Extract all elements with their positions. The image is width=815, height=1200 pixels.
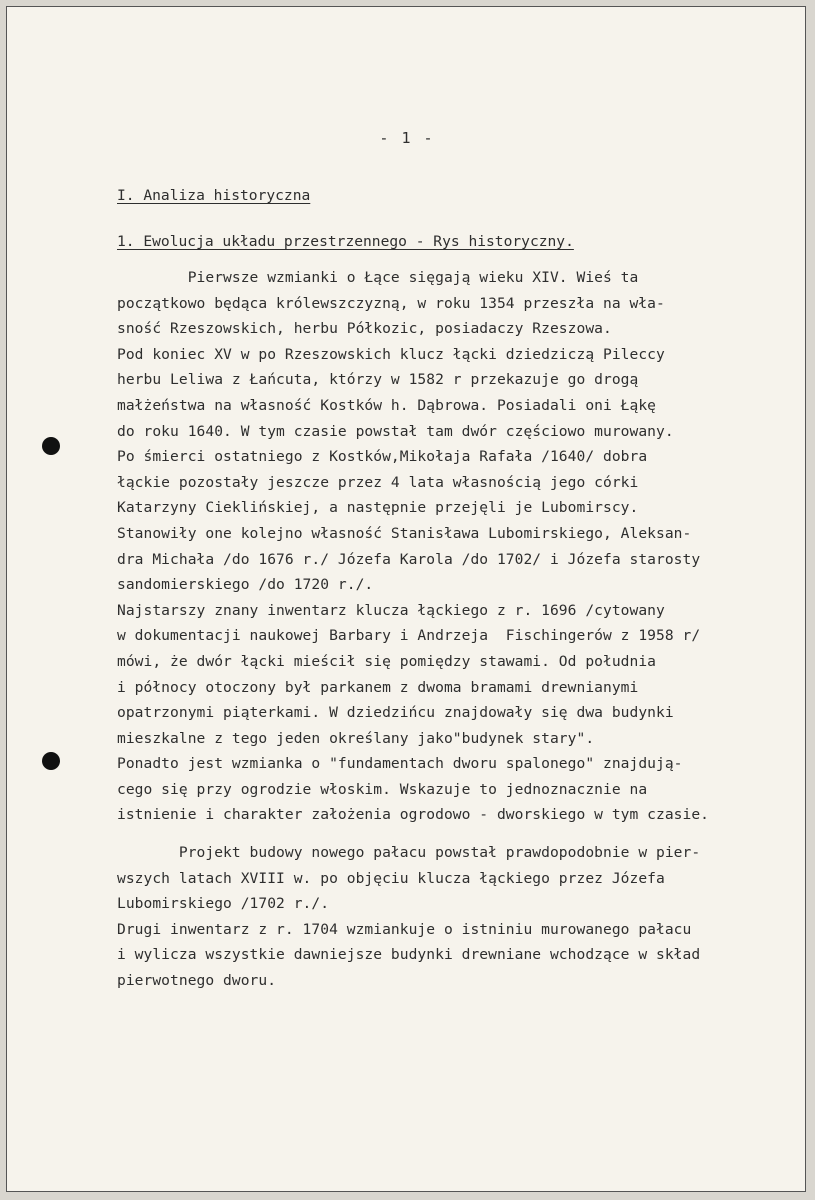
text-line: istnienie i charakter założenia ogrodowo - dworskiego w tym czasie. [117,806,710,824]
text-line: opatrzonymi piąterkami. W dziedzińcu znajdowały się dwa budynki [117,704,674,722]
punch-hole [42,437,60,455]
punch-hole [42,752,60,770]
text-line: cego się przy ogrodzie włoskim. Wskazuje to jednoznacznie na [117,780,648,798]
text-line: Po śmierci ostatniego z Kostków,Mikołaja Rafała /1640/ dobra [117,448,648,466]
text-line: pierwotnego dworu. [117,972,277,990]
text-line: Lubomirskiego /1702 r./. [117,895,330,913]
text-line: dra Michała /do 1676 r./ Józefa Karola /do 1702/ i Józefa starosty [117,550,701,568]
text-line: łąckie pozostały jeszcze przez 4 lata własnością jego córki [117,473,639,491]
text-line: Stanowiły one kolejno własność Stanisława Lubomirskiego, Aleksan- [117,524,692,542]
text-line: Projekt budowy nowego pałacu powstał prawdopodobnie w pier- [117,844,701,862]
text-line: sandomierskiego /do 1720 r./. [117,576,374,594]
text-line: Pod koniec XV w po Rzeszowskich klucz łącki dziedziczą Pileccy [117,345,665,363]
paragraph-gap [117,828,812,840]
text-line: sność Rzeszowskich, herbu Półkozic, posiadaczy Rzeszowa. [117,320,612,338]
document-page [6,6,806,1192]
text-line: w dokumentacji naukowej Barbary i Andrzeja Fischingerów z 1958 r/ [117,627,701,645]
text-line: Drugi inwentarz z r. 1704 wzmiankuje o istniniu murowanego pałacu [117,920,692,938]
text-line: mówi, że dwór łącki mieścił się pomiędzy stawami. Od południa [117,652,657,670]
text-line: i północy otoczony był parkanem z dwoma bramami drewnianymi [117,678,639,696]
text-line: mieszkalne z tego jeden określany jako"budynek stary". [117,729,595,747]
text-line: do roku 1640. W tym czasie powstał tam dwór częściowo murowany. [117,422,674,440]
page-number: - 1 - [379,129,435,147]
text-line: Pierwsze wzmianki o Łące sięgają wieku XIV. Wieś ta [117,269,639,286]
text-line: i wylicza wszystkie dawniejsze budynki drewniane wchodzące w skład [117,946,701,964]
text-line: Katarzyny Cieklińskiej, a następnie przejęli je Lubomirscy. [117,499,639,517]
body-text [117,265,812,994]
subsection-heading: 1. Ewolucja układu przestrzennego - Rys historyczny. [117,233,574,250]
text-line: Najstarszy znany inwentarz klucza łąckiego z r. 1696 /cytowany [117,601,665,619]
section-heading: I. Analiza historyczna [117,187,311,204]
text-line: małżeństwa na własność Kostków h. Dąbrowa. Posiadali oni Łąkę [117,396,657,414]
text-line: wszych latach XVIII w. po objęciu klucza łąckiego przez Józefa [117,869,665,887]
text-line: początkowo będąca królewszczyzną, w roku 1354 przeszła na wła- [117,294,665,312]
text-line: herbu Leliwa z Łańcuta, którzy w 1582 r przekazuje go drogą [117,371,639,389]
text-line: Ponadto jest wzmianka o "fundamentach dworu spalonego" znajdują- [117,755,683,773]
